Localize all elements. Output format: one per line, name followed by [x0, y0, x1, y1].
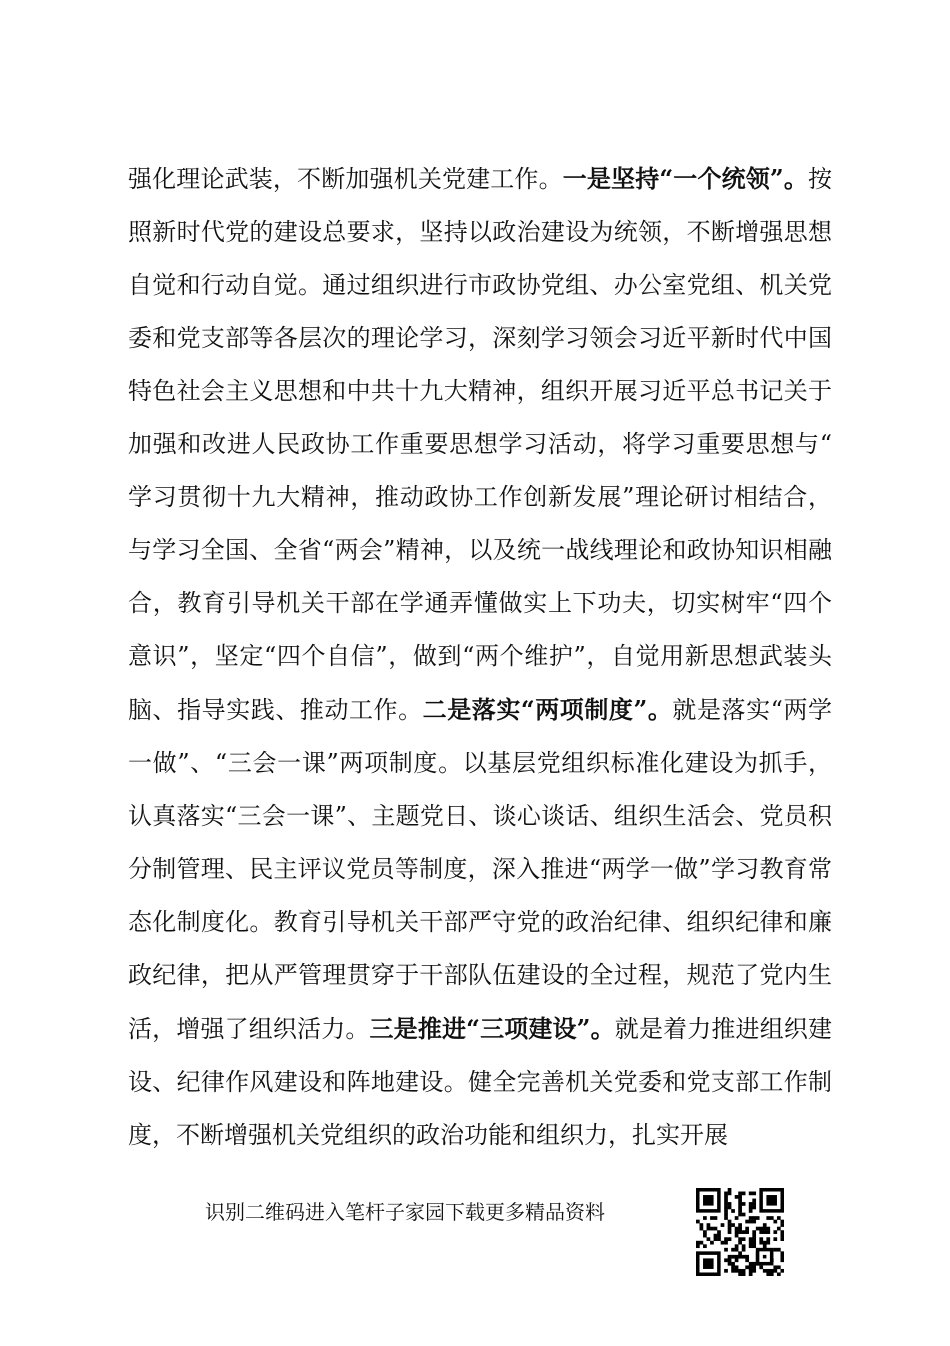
- text-run: 按照新时代党的建设总要求，坚持以政治建设为统领，不断增强思想自觉和行动自觉。通过组织进行市政协党组、办公室党组、机关党委和党支部等各层次的理论学习，深刻学习领会习近平新时代中国特色社会主义思想和中共十九大精神，组织开展习近平总书记关于加强和改进人民政协工作重要思想学习活动，将学习重要思想与“学习贯彻十九大精神，推动政协工作创新发展”理论研讨相结合，与学习全国、全省“两会”精神，以及统一战线理论和政协知识相融合，教育引导机关干部在学通弄懂做实上下功夫，切实树牢“四个意识”，坚定“四个自信”，做到“两个维护”，自觉用新思想武装头脑、指导实践、推动工作。: [128, 165, 833, 724]
- page-footer: [0, 1180, 950, 1280]
- qr-code-graphic: [696, 1188, 784, 1276]
- text-run: 就是着力推进组织建设、纪律作风建设和阵地建设。健全完善机关党委和党支部工作制度，不断增强机关党组织的政治功能和组织力，扎实开展: [128, 1015, 833, 1149]
- bold-heading-run: 一是坚持“一个统领”。: [562, 164, 809, 193]
- bold-heading-run: 二是落实“两项制度”。: [422, 695, 673, 724]
- bold-heading-run: 三是推进“三项建设”。: [369, 1014, 615, 1043]
- text-run: 强化理论武装，不断加强机关党建工作。: [128, 165, 563, 193]
- body-paragraph: [128, 152, 832, 1162]
- paragraph: [128, 152, 832, 1162]
- text-run: 就是落实“两学一做”、“三会一课”两项制度。以基层党组织标准化建设为抓手，认真落实“三会一课”、主题党日、谈心谈话、组织生活会、党员积分制管理、民主评议党员等制度，深入推进“两学一做”学习教育常态化制度化。教育引导机关干部严守党的政治纪律、组织纪律和廉政纪律，把从严管理贯穿于干部队伍建设的全过程，规范了党内生活，增强了组织活力。: [128, 696, 833, 1043]
- footer-promo-text: 识别二维码进入笔杆子家园下载更多精品资料: [205, 1200, 605, 1224]
- qr-code-icon[interactable]: [696, 1188, 784, 1276]
